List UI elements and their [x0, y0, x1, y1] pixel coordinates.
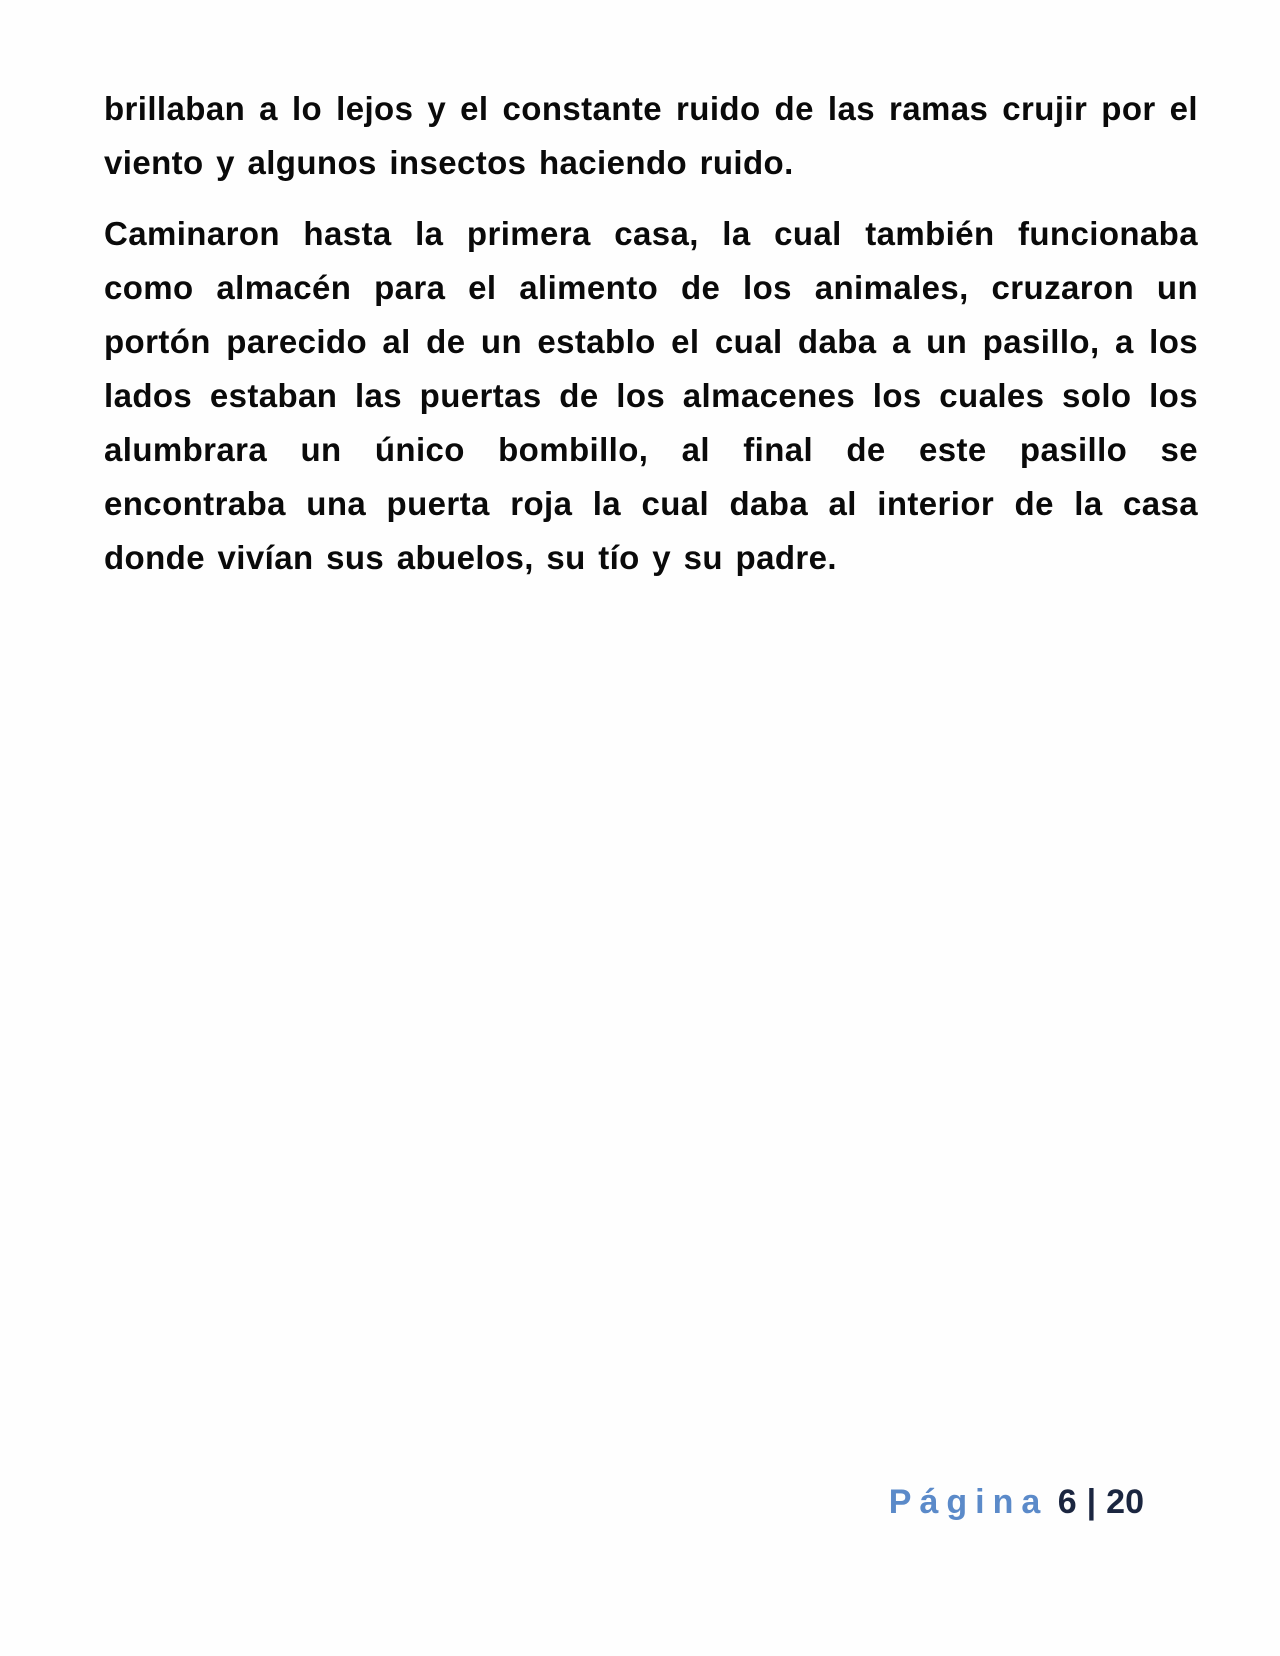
page-number: 6: [1057, 1483, 1077, 1521]
page-label: Página: [888, 1483, 1049, 1521]
paragraph-2: Caminaron hasta la primera casa, la cual también funcionaba como almacén para el alimento de los animales, cruzaron un portón parecido al de un establo el cual daba a un pasillo, a los lados estaban las puertas de los almacenes los cuales solo los alumbrara un único bombillo, al final de este pasillo se encontraba una puerta roja la cual daba al interior de la casa donde vivían sus abuelos, su tío y su padre.: [104, 215, 1198, 576]
page-separator: |: [1086, 1483, 1097, 1521]
paragraph-1: brillaban a lo lejos y el constante ruido de las ramas crujir por el viento y algunos insectos haciendo ruido.: [104, 90, 1198, 181]
page-footer: [0, 1478, 1144, 1526]
total-pages: 20: [1106, 1483, 1144, 1521]
body-text: [104, 82, 1198, 602]
